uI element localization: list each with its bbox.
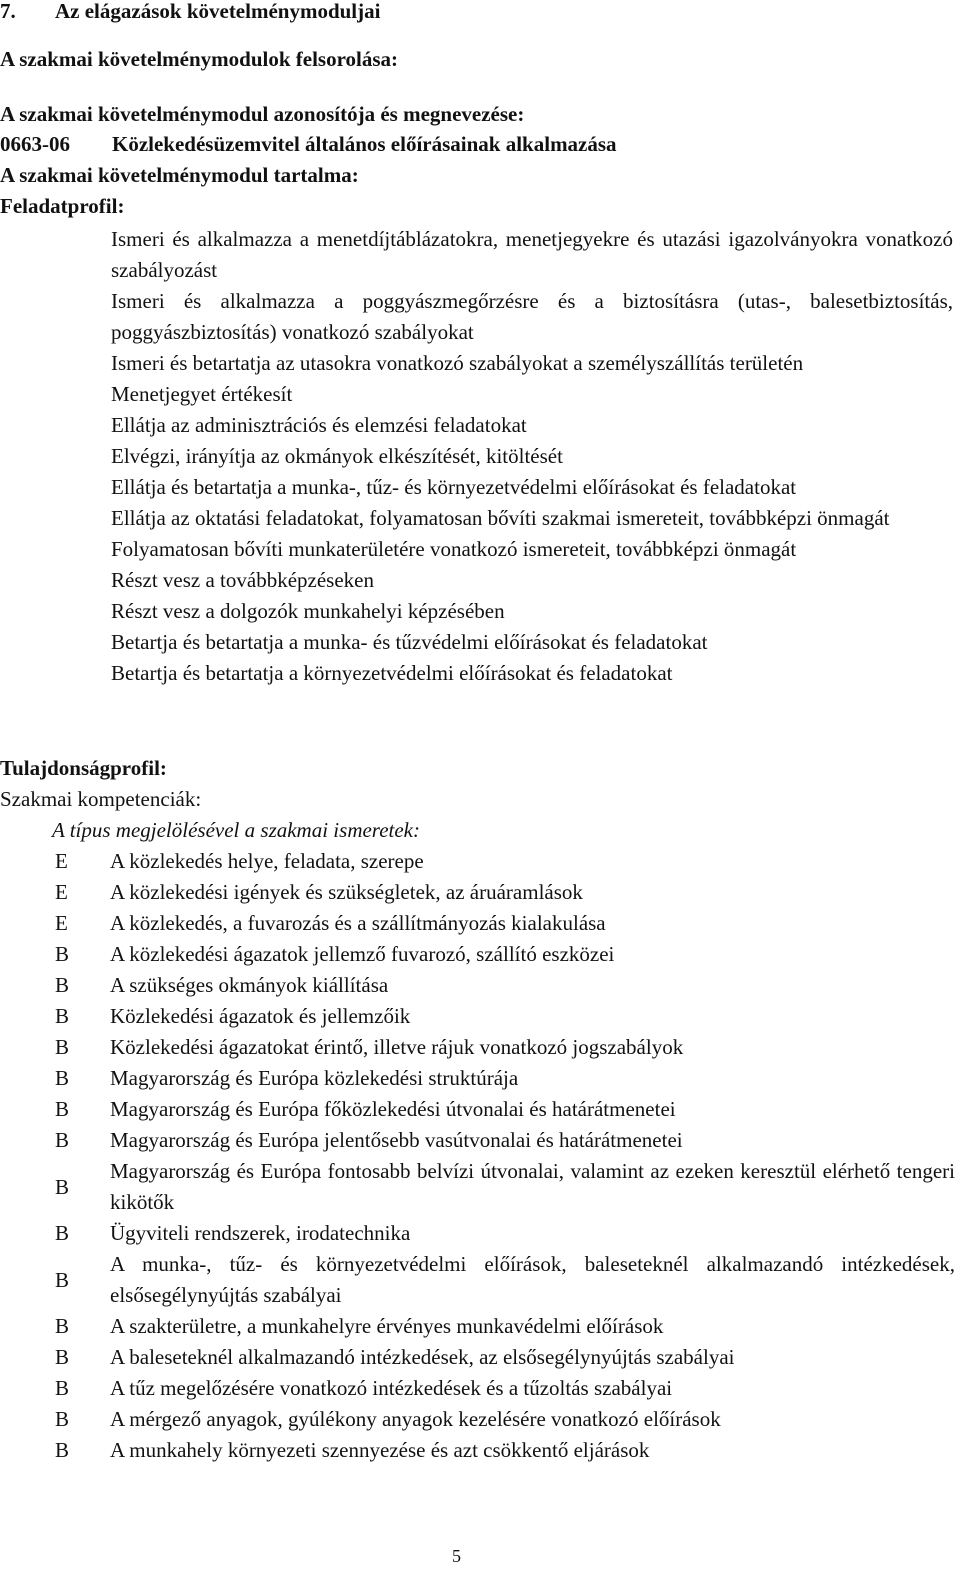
- knowledge-type: B: [55, 942, 70, 966]
- knowledge-item: [55, 1156, 955, 1218]
- knowledge-item: [55, 1435, 955, 1466]
- knowledge-item: [55, 1342, 955, 1373]
- knowledge-text: A közlekedési ágazatok jellemző fuvarozó, szállító eszközei: [110, 942, 615, 966]
- knowledge-type: B: [55, 973, 70, 997]
- knowledge-type: B: [55, 1221, 70, 1245]
- knowledge-text: A szakterületre, a munkahelyre érvényes munkavédelmi előírások: [110, 1314, 664, 1338]
- knowledge-text: Magyarország és Európa fontosabb belvízi útvonalai, valamint az ezeken keresztül elérhető tengeri kikötők: [110, 1159, 955, 1214]
- knowledge-item: [55, 1001, 955, 1032]
- knowledge-list: [55, 846, 955, 1466]
- knowledge-type: B: [55, 1097, 70, 1121]
- knowledge-text: A munkahely környezeti szennyezése és azt csökkentő eljárások: [110, 1438, 650, 1462]
- task-item: Menetjegyet értékesít: [111, 382, 293, 406]
- knowledge-text: Közlekedési ágazatok és jellemzőik: [110, 1004, 411, 1028]
- task-item: Betartja és betartatja a munka- és tűzvédelmi előírásokat és feladatokat: [111, 630, 708, 654]
- knowledge-type: B: [55, 1314, 70, 1338]
- property-profile-heading: Tulajdonságprofil:: [0, 756, 167, 780]
- task-item: Ellátja és betartatja a munka-, tűz- és környezetvédelmi előírásokat és feladatokat: [111, 475, 797, 499]
- knowledge-item: [55, 846, 955, 877]
- page-number: 5: [452, 1546, 461, 1566]
- task-item: Folyamatosan bővíti munkaterületére vonatkozó ismereteit, továbbképzi önmagát: [111, 537, 797, 561]
- knowledge-item: [55, 1249, 955, 1311]
- knowledge-item: [55, 1373, 955, 1404]
- knowledge-item: [55, 1218, 955, 1249]
- knowledge-type: B: [55, 1407, 70, 1431]
- task-item: Ismeri és betartatja az utasokra vonatkozó szabályokat a személyszállítás területén: [111, 351, 804, 375]
- knowledge-heading: A típus megjelölésével a szakmai ismeretek:: [52, 818, 420, 842]
- knowledge-type: B: [55, 1438, 70, 1462]
- task-item: Ellátja az adminisztrációs és elemzési feladatokat: [111, 413, 527, 437]
- knowledge-text: A baleseteknél alkalmazandó intézkedések, az elsősegélynyújtás szabályai: [110, 1345, 735, 1369]
- task-item: Részt vesz a dolgozók munkahelyi képzésében: [111, 599, 505, 623]
- knowledge-item: [55, 1125, 955, 1156]
- task-profile-list: [111, 224, 953, 689]
- knowledge-item: [55, 1063, 955, 1094]
- module-list-heading: A szakmai követelménymodulok felsorolása:: [0, 47, 399, 71]
- knowledge-item: [55, 908, 955, 939]
- task-item: Részt vesz a továbbképzéseken: [111, 568, 374, 592]
- module-name: Közlekedésüzemvitel általános előírásainak alkalmazása: [112, 132, 617, 156]
- task-item: Ismeri és alkalmazza a menetdíjtáblázatokra, menetjegyekre és utazási igazolványokra vonatkozó szabályozást: [111, 227, 953, 282]
- knowledge-item: [55, 1094, 955, 1125]
- task-item: Ellátja az oktatási feladatokat, folyamatosan bővíti szakmai ismereteit, továbbképzi önmagát: [111, 506, 890, 530]
- knowledge-type: B: [55, 1066, 70, 1090]
- knowledge-text: A mérgező anyagok, gyúlékony anyagok kezelésére vonatkozó előírások: [110, 1407, 721, 1431]
- knowledge-item: [55, 877, 955, 908]
- knowledge-text: A szükséges okmányok kiállítása: [110, 973, 389, 997]
- knowledge-text: Magyarország és Európa közlekedési struktúrája: [110, 1066, 519, 1090]
- task-item: Ismeri és alkalmazza a poggyászmegőrzésre és a biztosításra (utas-, balesetbiztosítás, poggyászbiztosítás) vonatkozó szabályokat: [111, 289, 953, 344]
- knowledge-type: B: [55, 1035, 70, 1059]
- knowledge-text: A közlekedési igények és szükségletek, az áruáramlások: [110, 880, 583, 904]
- task-item: Elvégzi, irányítja az okmányok elkészítését, kitöltését: [111, 444, 563, 468]
- knowledge-type: B: [55, 1267, 70, 1292]
- knowledge-item: [55, 1404, 955, 1435]
- content-heading: A szakmai követelménymodul tartalma:: [0, 163, 359, 187]
- knowledge-item: [55, 1311, 955, 1342]
- knowledge-item: [55, 1032, 955, 1063]
- module-id-heading: A szakmai követelménymodul azonosítója és megnevezése:: [0, 102, 525, 126]
- knowledge-text: Közlekedési ágazatokat érintő, illetve rájuk vonatkozó jogszabályok: [110, 1035, 684, 1059]
- knowledge-type: B: [55, 1004, 70, 1028]
- chapter-number: 7.: [0, 0, 16, 23]
- knowledge-text: Magyarország és Európa főközlekedési útvonalai és határátmenetei: [110, 1097, 676, 1121]
- knowledge-text: A közlekedés helye, feladata, szerepe: [110, 849, 424, 873]
- knowledge-item: [55, 970, 955, 1001]
- knowledge-type: B: [55, 1128, 70, 1152]
- knowledge-type: E: [55, 849, 68, 873]
- knowledge-type: B: [55, 1376, 70, 1400]
- knowledge-text: A közlekedés, a fuvarozás és a szállítmányozás kialakulása: [110, 911, 606, 935]
- knowledge-type: B: [55, 1174, 70, 1199]
- knowledge-item: [55, 939, 955, 970]
- knowledge-text: A munka-, tűz- és környezetvédelmi előírások, baleseteknél alkalmazandó intézkedések, elsősegélynyújtás szabályai: [110, 1252, 955, 1307]
- task-item: Betartja és betartatja a környezetvédelmi előírásokat és feladatokat: [111, 661, 673, 685]
- knowledge-text: Ügyviteli rendszerek, irodatechnika: [110, 1221, 411, 1245]
- module-code: 0663-06: [0, 132, 70, 156]
- knowledge-type: E: [55, 911, 68, 935]
- knowledge-text: Magyarország és Európa jelentősebb vasútvonalai és határátmenetei: [110, 1128, 683, 1152]
- chapter-heading: [0, 0, 960, 26]
- knowledge-text: A tűz megelőzésére vonatkozó intézkedések és a tűzoltás szabályai: [110, 1376, 673, 1400]
- knowledge-type: E: [55, 880, 68, 904]
- task-profile-heading: Feladatprofil:: [0, 194, 125, 218]
- knowledge-type: B: [55, 1345, 70, 1369]
- module-row: [0, 131, 960, 157]
- competencies-heading: Szakmai kompetenciák:: [0, 787, 202, 811]
- chapter-title: Az elágazások követelménymoduljai: [55, 0, 381, 23]
